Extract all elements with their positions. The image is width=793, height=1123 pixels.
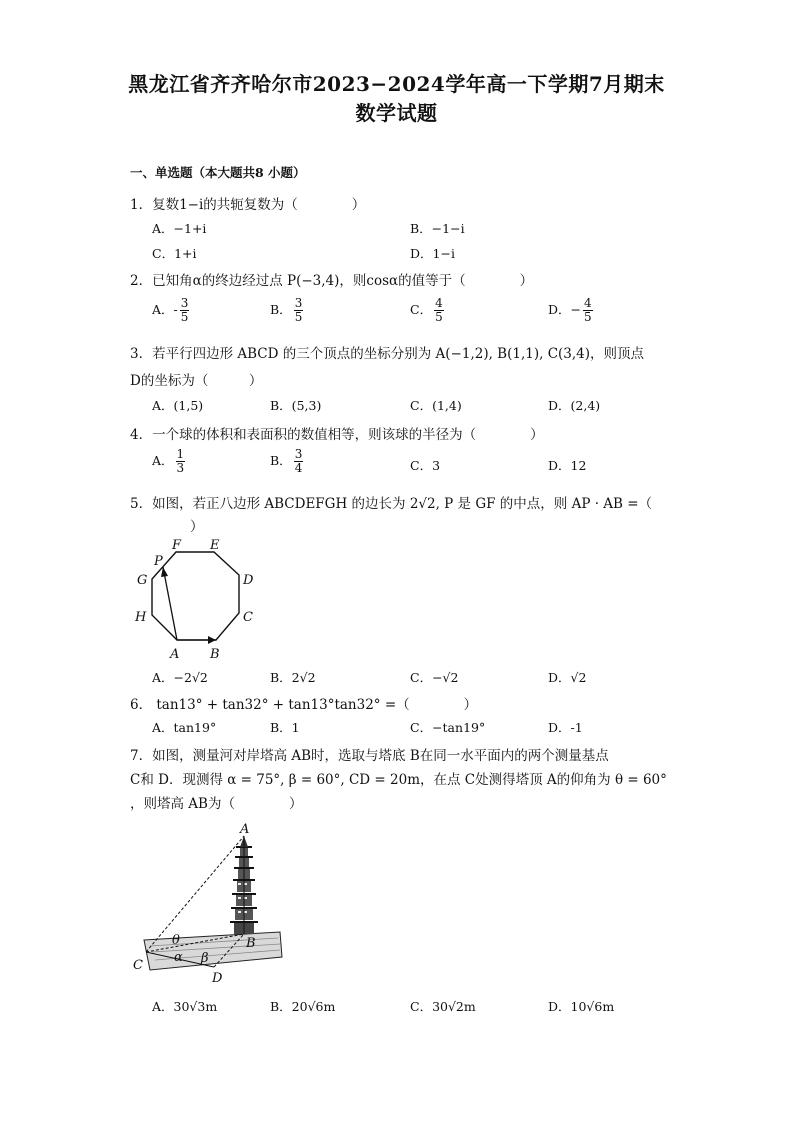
question-1-stem: 1．复数1−i的共轭复数为（ ）	[130, 197, 366, 213]
label-g: G	[137, 573, 148, 588]
label-d: D	[243, 573, 254, 588]
q4-option-a	[152, 448, 187, 475]
q1-option-d: D．1−i	[410, 246, 455, 261]
q7-option-c: C．30√2m	[410, 999, 476, 1014]
q3-option-d: D．(2,4)	[548, 398, 601, 413]
label-h: H	[135, 610, 147, 625]
q2-option-c-fraction	[434, 297, 444, 324]
numerator: 3	[180, 296, 189, 310]
label-f: F	[172, 538, 182, 553]
q1-option-b: B．−1−i	[410, 221, 465, 236]
q5-option-a: A．−2√2	[152, 670, 208, 685]
q4-option-a-prefix: A．	[152, 453, 174, 468]
q3-option-a: A．(1,5)	[152, 398, 204, 413]
q7-option-a: A．30√3m	[152, 999, 218, 1014]
label-e: E	[210, 538, 220, 553]
label-b: B	[210, 647, 220, 662]
q5-option-b: B．2√2	[270, 670, 316, 685]
label-p: P	[154, 554, 163, 569]
denominator: 5	[180, 310, 189, 324]
q3-option-c: C．(1,4)	[410, 398, 462, 413]
numerator: 3	[294, 447, 303, 461]
question-3-stem-line2: D的坐标为（ ）	[130, 373, 263, 389]
question-7-stem-line1: 7．如图，测量河对岸塔高 AB时，选取与塔底 B在同一水平面内的两个测量基点	[130, 748, 609, 764]
q2-option-c-prefix: C．	[410, 302, 433, 317]
q6-option-c: C．−tan19°	[410, 720, 486, 735]
q1-option-a: A．−1+i	[152, 221, 207, 236]
octagon-figure	[130, 535, 260, 665]
numerator: 4	[435, 296, 443, 310]
q4-option-d: D．12	[548, 458, 587, 473]
label-d: D	[212, 971, 223, 986]
tower-figure	[130, 822, 290, 987]
q2-option-b	[270, 297, 305, 324]
q2-option-a-fraction	[180, 297, 190, 324]
q4-option-a-fraction	[176, 448, 186, 475]
label-theta: θ	[172, 933, 180, 948]
label-a: A	[240, 822, 250, 837]
q4-option-b-fraction	[294, 448, 304, 475]
q2-option-a-prefix: A．-	[152, 302, 178, 317]
q2-option-d-fraction	[583, 297, 593, 324]
question-6-stem: 6． tan13° + tan32° + tan13°tan32° =（ ）	[130, 697, 478, 713]
question-7-stem-line2: C和 D．现测得 α = 75°, β = 60°, CD = 20m，在点 C处测得塔顶 A的仰角为 θ = 60°	[130, 772, 667, 788]
q3-option-b: B．(5,3)	[270, 398, 322, 413]
label-c: C	[133, 958, 143, 973]
question-5-stem-line2: ）	[190, 519, 204, 535]
q2-option-c	[410, 297, 446, 324]
q6-option-a: A．tan19°	[152, 720, 217, 735]
label-a: A	[170, 647, 180, 662]
numerator: 3	[294, 296, 303, 310]
q4-option-b-prefix: B．	[270, 453, 292, 468]
question-7-stem-line3: ，则塔高 AB为（ ）	[130, 796, 303, 812]
label-beta: β	[201, 951, 209, 966]
q2-option-a	[152, 297, 191, 324]
q5-option-c: C．−√2	[410, 670, 459, 685]
q4-option-c: C．3	[410, 458, 441, 473]
q7-option-b: B．20√6m	[270, 999, 336, 1014]
q4-option-b	[270, 448, 305, 475]
question-4-stem: 4．一个球的体积和表面积的数值相等，则该球的半径为（ ）	[130, 427, 544, 443]
q6-option-d: D．-1	[548, 720, 583, 735]
q2-option-b-fraction	[294, 297, 304, 324]
numerator: 1	[176, 447, 185, 461]
vector-ab-arrowhead	[208, 636, 216, 644]
q1-option-c: C．1+i	[152, 246, 197, 261]
question-2-stem: 2．已知角α的终边经过点 P(−3,4)，则cosα的值等于（ ）	[130, 273, 534, 289]
numerator: 4	[584, 296, 592, 310]
label-b: B	[246, 936, 256, 951]
q2-option-d-prefix: D．−	[548, 302, 581, 317]
page-subtitle: 数学试题	[355, 101, 438, 125]
question-5-stem-line1: 5．如图，若正八边形 ABCDEFGH 的边长为 2√2, P 是 GF 的中点，则 AP · AB =（	[130, 496, 653, 512]
denominator: 5	[584, 310, 592, 324]
q5-option-d: D．√2	[548, 670, 587, 685]
q2-option-b-prefix: B．	[270, 302, 292, 317]
section-header: 一、单选题（本大题共8 小题）	[130, 165, 306, 180]
q6-option-b: B．1	[270, 720, 300, 735]
label-c: C	[243, 610, 253, 625]
denominator: 4	[294, 461, 303, 475]
question-3-stem-line1: 3．若平行四边形 ABCD 的三个顶点的坐标分别为 A(−1,2), B(1,1), C(3,4)，则顶点	[130, 346, 645, 362]
q2-option-d	[548, 297, 595, 324]
denominator: 3	[176, 461, 185, 475]
denominator: 5	[294, 310, 303, 324]
octagon-shape	[152, 552, 239, 640]
label-alpha: α	[174, 950, 183, 965]
denominator: 5	[435, 310, 443, 324]
page-title: 黑龙江省齐齐哈尔市2023−2024学年高一下学期7月期末	[128, 72, 665, 96]
q7-option-d: D．10√6m	[548, 999, 615, 1014]
